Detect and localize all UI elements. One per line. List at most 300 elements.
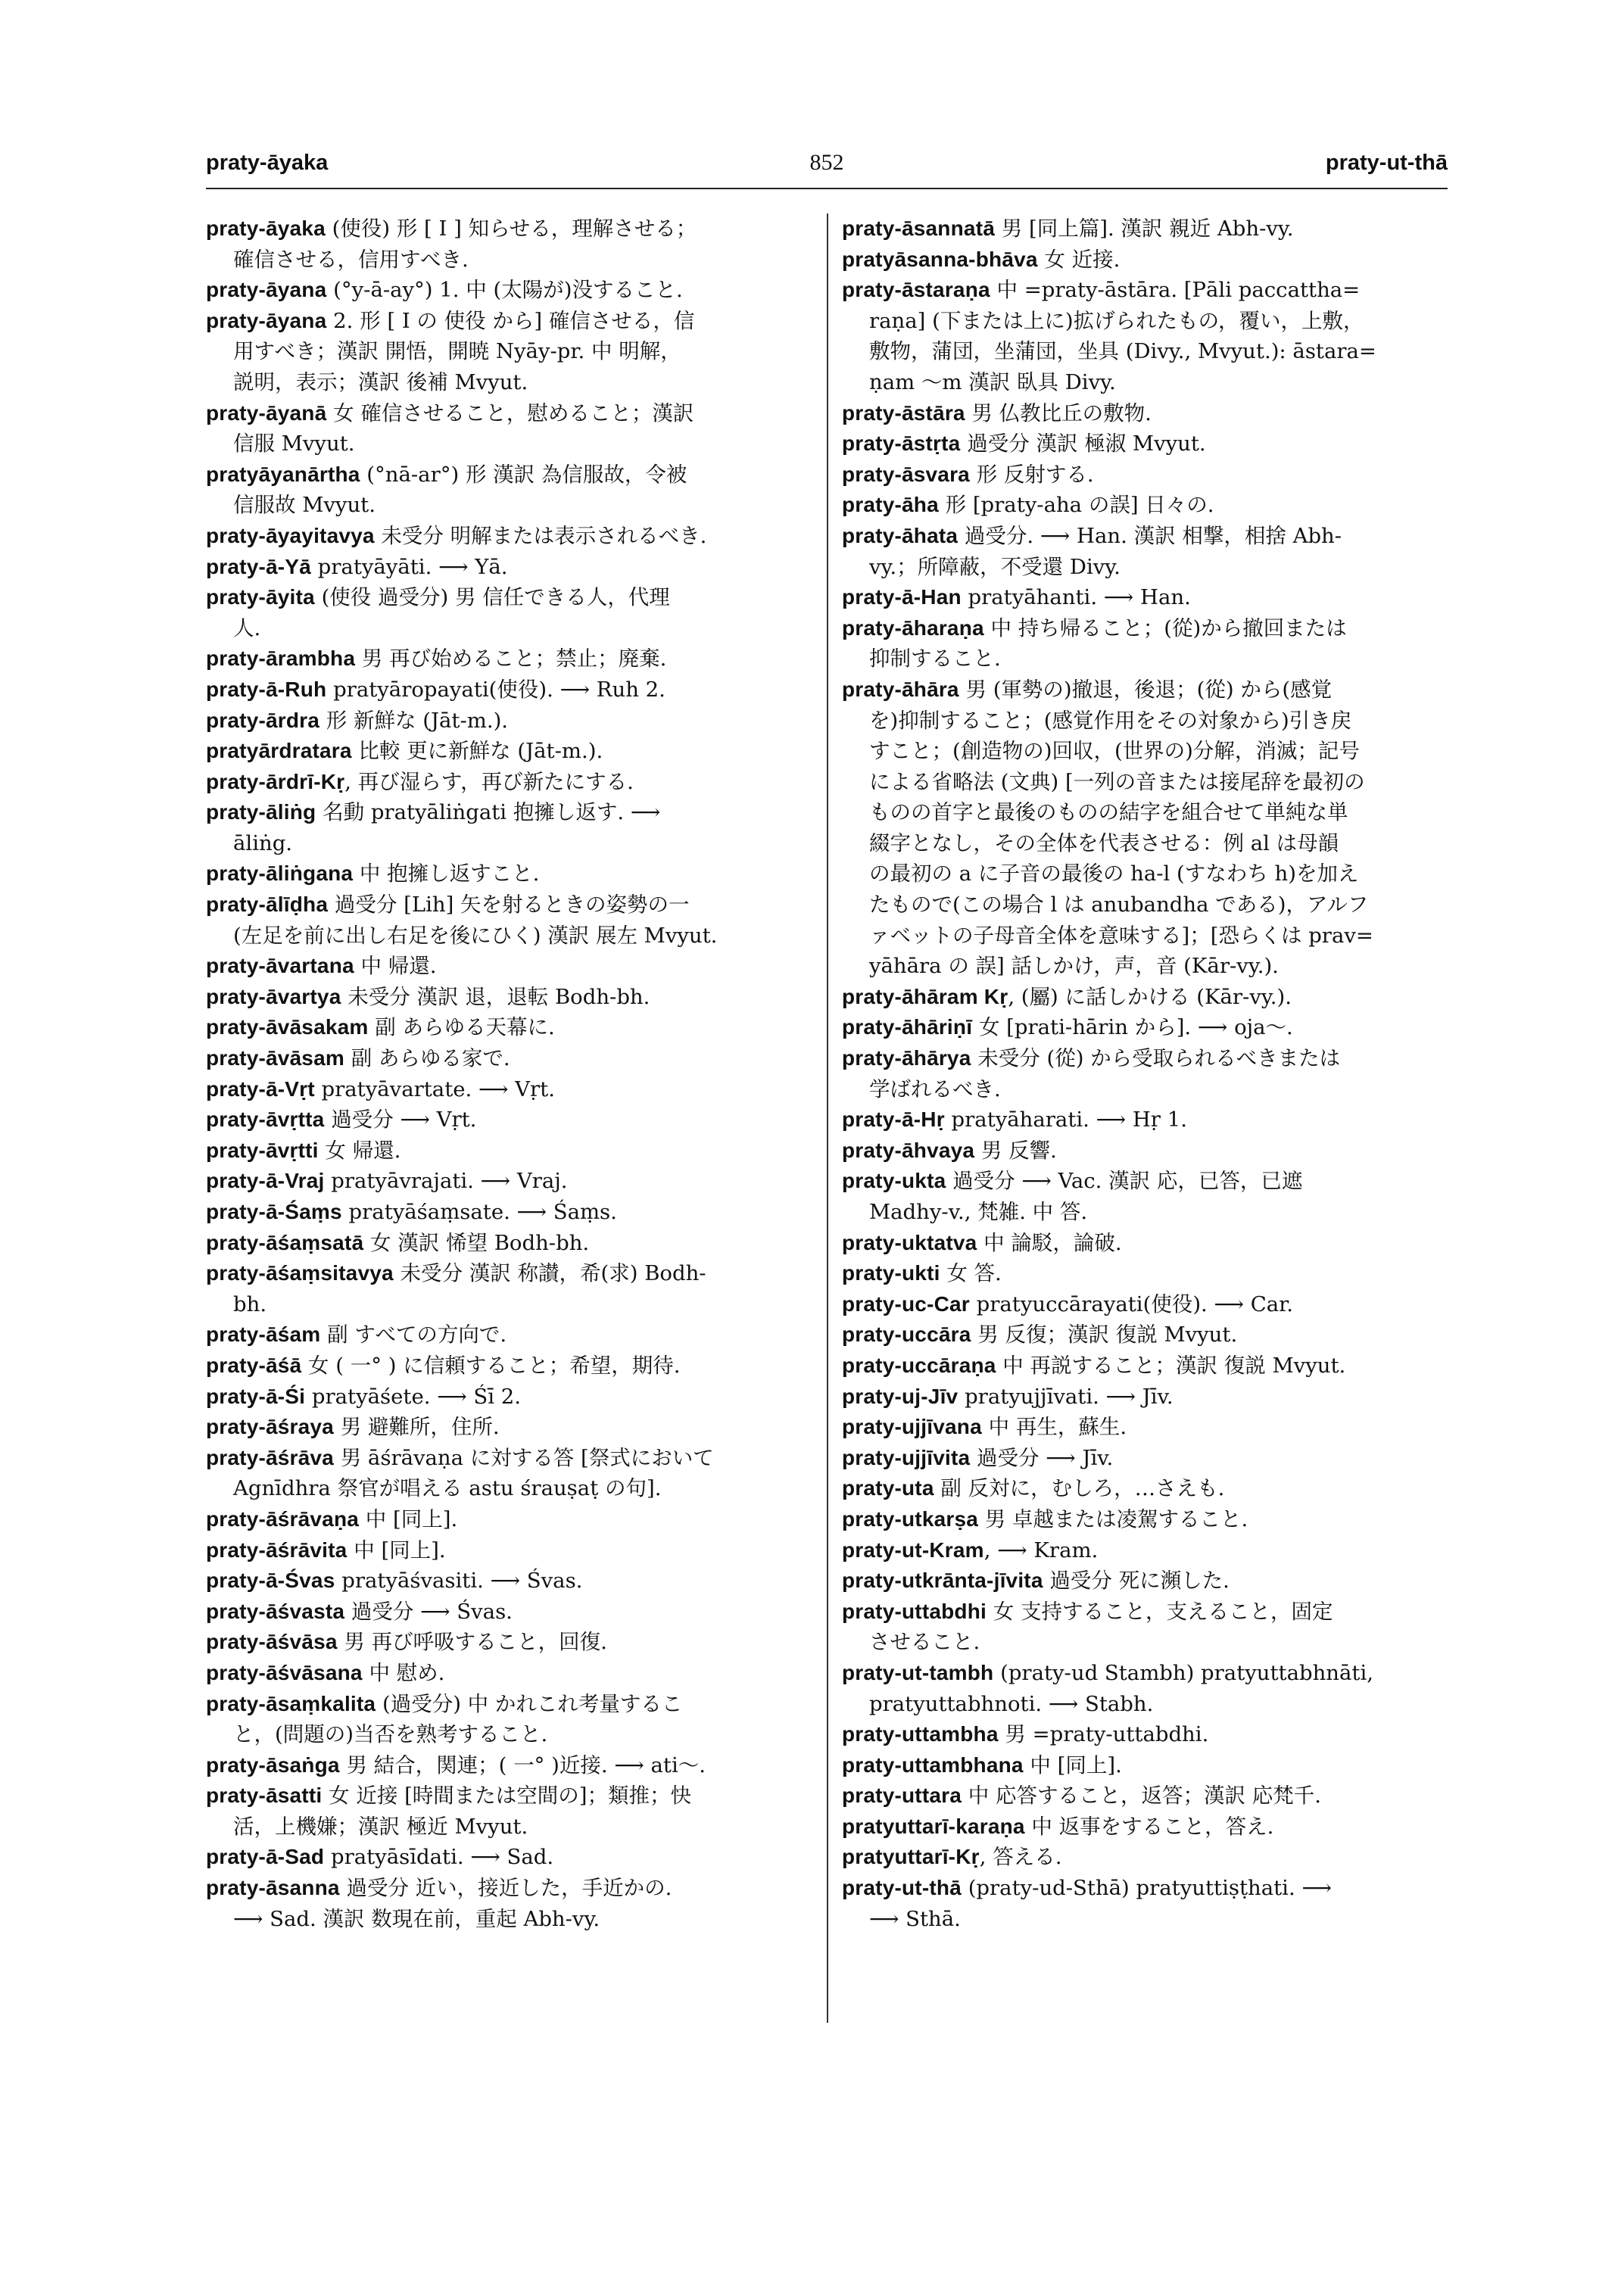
entry-text: , 再び湿らす，再び新たにする. <box>344 769 634 794</box>
dictionary-entry-line <box>842 1104 1448 1136</box>
entry-headword: praty-āśrāvita <box>206 1537 348 1562</box>
entry-text: 信服 Mvyut. <box>233 431 355 456</box>
entry-text: 過受分. ⟶ Han. 漢訳 相撃，相捨 Abh- <box>958 523 1342 548</box>
entry-headword: praty-āhāram Kṛ <box>842 984 1008 1008</box>
entry-text: (左足を前に出し右足を後にひく) 漢訳 展左 Mvyut. <box>233 923 718 948</box>
entry-headword: praty-āhvaya <box>842 1138 975 1162</box>
entry-text: 男 (軍勢の)撤退，後退；(從) から(感覚 <box>959 677 1333 702</box>
dictionary-continuation-line <box>206 828 812 859</box>
entry-headword: praty-āsannatā <box>842 217 995 240</box>
dictionary-continuation-line <box>842 306 1448 337</box>
dictionary-entry-line <box>206 1658 812 1689</box>
dictionary-entry-line <box>842 398 1448 429</box>
entry-headword: praty-āyaka <box>206 217 326 240</box>
entry-text: 中 持ち帰ること；(從)から撤回または <box>983 615 1347 640</box>
entry-text: 名動 pratyāliṅgati 抱擁し返す. ⟶ <box>316 800 661 825</box>
dictionary-continuation-line <box>206 245 812 276</box>
entry-headword: praty-ā-Śvas <box>206 1569 335 1593</box>
entry-headword: praty-ut-thā <box>842 1876 962 1900</box>
entry-headword: praty-ā-Vṛt <box>206 1076 315 1101</box>
dictionary-entry-line <box>206 1136 812 1167</box>
dictionary-entry-line <box>206 398 812 429</box>
entry-headword: praty-āha <box>842 493 939 517</box>
dictionary-entry-line <box>206 1043 812 1074</box>
dictionary-entry-line <box>206 1197 812 1228</box>
dictionary-entry-line <box>206 1012 812 1043</box>
entry-text: 男 再び呼吸すること，回復. <box>337 1630 607 1655</box>
dictionary-entry-line <box>206 1382 812 1413</box>
dictionary-continuation-line <box>206 1719 812 1750</box>
dictionary-entry-line <box>842 1043 1448 1074</box>
entry-headword: praty-āvṛtta <box>206 1108 325 1132</box>
entry-text: pratyāśete. ⟶ Śī 2. <box>305 1384 521 1409</box>
entry-text: 男 再び始めること；禁止；廃棄. <box>355 646 667 671</box>
entry-headword: praty-āsatti <box>206 1784 323 1808</box>
entry-headword: praty-āharaṇa <box>842 615 984 640</box>
entry-text: vy.；所障蔽，不受還 Divy. <box>869 554 1121 579</box>
entry-text: 女 答. <box>940 1261 1002 1286</box>
entry-text: 女 近接 [時間または空間の]；類推；快 <box>322 1784 692 1809</box>
entry-text: ṇam ～m 漢訳 臥具 Divy. <box>869 369 1116 394</box>
dictionary-continuation-line <box>206 1812 812 1843</box>
header-rule <box>206 188 1448 189</box>
entry-text: 男 反響. <box>974 1138 1057 1163</box>
dictionary-entry-line <box>206 767 812 798</box>
entry-text: 未受分 漢訳 退，退転 Bodh-bh. <box>341 984 650 1009</box>
dictionary-entry-line <box>206 213 812 245</box>
entry-text: 過受分 近い，接近した，手近かの. <box>339 1876 672 1901</box>
entry-text: Agnīdhra 祭官が唱える astu śrauṣaṭ の句]. <box>233 1476 662 1501</box>
dictionary-entry-line <box>842 1781 1448 1812</box>
entry-text: 確信させる，信用すべき. <box>233 247 469 272</box>
dictionary-entry-line <box>206 306 812 337</box>
entry-headword: praty-ā-Śi <box>206 1384 306 1408</box>
entry-text: , 答える. <box>979 1845 1062 1870</box>
entry-headword: praty-āhata <box>842 523 959 547</box>
entry-text: 中 返事をすること，答え. <box>1024 1814 1274 1839</box>
entry-text: Madhy-v., 梵雑. 中 答. <box>869 1200 1088 1224</box>
dictionary-entry-line <box>206 1412 812 1443</box>
dictionary-continuation-line <box>842 797 1448 828</box>
dictionary-entry-line <box>842 1750 1448 1781</box>
entry-text: 中 [同上]. <box>1023 1752 1122 1777</box>
dictionary-entry-line <box>842 1136 1448 1167</box>
dictionary-entry-line <box>206 1351 812 1382</box>
dictionary-entry-line <box>206 675 812 706</box>
entry-headword: praty-ujjīvita <box>842 1445 971 1469</box>
dictionary-entry-line <box>206 1504 812 1535</box>
entry-headword: praty-āsaṅga <box>206 1752 340 1777</box>
entry-headword: praty-āstaraṇa <box>842 278 990 302</box>
dictionary-entry-line <box>842 1412 1448 1443</box>
entry-text: pratyuttabhnoti. ⟶ Stabh. <box>869 1691 1154 1716</box>
entry-text: 未受分 (從) から受取られるべきまたは <box>971 1046 1341 1071</box>
entry-text: (praty-ud-Sthā) pratyuttiṣṭhati. ⟶ <box>961 1876 1332 1901</box>
entry-headword: praty-ālīḍha <box>206 893 329 917</box>
entry-text: (使役 過受分) 男 信任できる人，代理 <box>314 585 670 610</box>
dictionary-entry-line <box>842 490 1448 521</box>
entry-text: 形 [praty-aha の誤] 日々の. <box>938 493 1214 518</box>
entry-headword: pratyāyanārtha <box>206 462 360 486</box>
entry-text: を)抑制すること；(感覚作用をその対象から)引き戻 <box>869 708 1352 733</box>
entry-text: 綴字となし，その全体を代表させる：例 al は母韻 <box>869 830 1339 855</box>
dictionary-entry-line <box>206 1443 812 1474</box>
entry-text: (°nā-ar°) 形 漢訳 為信服故，令被 <box>360 462 687 487</box>
entry-text: 過受分 [Lih] 矢を射るときの姿勢の一 <box>328 893 690 918</box>
entry-headword: praty-uktatva <box>842 1230 977 1254</box>
left-column <box>206 213 812 1934</box>
running-header <box>206 144 1448 182</box>
entry-text: 中 [同上]. <box>359 1506 458 1531</box>
entry-text: 中 抱擁し返すこと. <box>353 861 540 886</box>
dictionary-entry-line <box>842 1812 1448 1843</box>
dictionary-entry-line <box>842 1597 1448 1628</box>
dictionary-continuation-line <box>842 1904 1448 1935</box>
entry-headword: praty-ukta <box>842 1169 946 1193</box>
entry-headword: praty-āvartya <box>206 984 341 1008</box>
entry-text: 中 再説すること；漢訳 復説 Mvyut. <box>996 1353 1346 1378</box>
entry-headword: praty-āvartana <box>206 954 354 978</box>
dictionary-entry-line <box>206 1750 812 1781</box>
dictionary-entry-line <box>206 1597 812 1628</box>
dictionary-entry-line <box>206 797 812 828</box>
dictionary-entry-line <box>842 1473 1448 1504</box>
entry-text: たもので(この場合 l は anubandha である)，アルフ <box>869 893 1369 918</box>
entry-text: 女 支持すること，支えること，固定 <box>987 1599 1333 1624</box>
entry-text: 男 結合，関連；( 一° )近接. ⟶ ati～. <box>339 1752 706 1777</box>
dictionary-entry-line <box>206 951 812 982</box>
dictionary-entry-line <box>842 1443 1448 1474</box>
entry-text: 過受分 死に瀕した. <box>1043 1569 1230 1594</box>
entry-headword: praty-uta <box>842 1476 934 1500</box>
dictionary-continuation-line <box>842 336 1448 367</box>
dictionary-continuation-line <box>842 1197 1448 1228</box>
entry-text: 中 論駁，論破. <box>977 1230 1122 1255</box>
entry-text: 中 帰還. <box>354 954 437 979</box>
dictionary-entry-line <box>842 675 1448 706</box>
dictionary-continuation-line <box>842 858 1448 889</box>
dictionary-entry-line <box>842 1504 1448 1535</box>
entry-text: 未受分 漢訳 称讃，希(求) Bodh- <box>393 1261 706 1286</box>
dictionary-entry-line <box>206 1258 812 1289</box>
dictionary-entry-line <box>842 1166 1448 1197</box>
entry-text: ⟶ Sad. 漢訳 数現在前，重起 Abh-vy. <box>233 1906 600 1931</box>
dictionary-entry-line <box>206 1074 812 1105</box>
dictionary-continuation-line <box>842 736 1448 767</box>
dictionary-continuation-line <box>842 921 1448 952</box>
dictionary-entry-line <box>206 858 812 889</box>
entry-headword: praty-āyita <box>206 585 315 609</box>
entry-text: yāhāra の 誤] 話しかけ，声，音 (Kār-vy.). <box>869 954 1279 979</box>
dictionary-entry-line <box>206 1842 812 1873</box>
entry-text: と，(問題の)当否を熟考すること. <box>233 1722 548 1747</box>
entry-text: pratyujjīvati. ⟶ Jīv. <box>958 1384 1174 1409</box>
entry-text: 女 [prati-hārin から]. ⟶ oja～. <box>972 1015 1293 1040</box>
entry-text: , ⟶ Kram. <box>983 1537 1099 1562</box>
dictionary-entry-line <box>206 889 812 921</box>
page-number: 852 <box>809 150 844 175</box>
entry-headword: pratyāsanna-bhāva <box>842 247 1038 271</box>
entry-headword: praty-āliṅgana <box>206 861 354 886</box>
entry-headword: praty-ā-Sad <box>206 1845 325 1869</box>
column-divider <box>827 213 828 2023</box>
entry-headword: praty-ā-Śaṃs <box>206 1200 342 1223</box>
entry-text: 活，上機嫌；漢訳 極近 Mvyut. <box>233 1814 528 1839</box>
entry-headword: praty-āstṛta <box>842 431 961 456</box>
entry-text: 比較 更に新鮮な (Jāt-m.). <box>351 739 603 764</box>
entry-text: 中 [同上]. <box>347 1537 446 1562</box>
dictionary-entry-line <box>206 582 812 613</box>
entry-text: 用すべき；漢訳 開悟，開暁 Nyāy-pr. 中 明解， <box>233 339 681 364</box>
entry-text: 副 あらゆる家で. <box>344 1046 510 1071</box>
entry-headword: praty-ā-Ruh <box>206 677 327 701</box>
entry-text: 中 =praty-āstāra. [Pāli paccattha= <box>990 278 1361 303</box>
entry-text: (praty-ud Stambh) pratyuttabhnāti, <box>993 1660 1374 1685</box>
dictionary-continuation-line <box>206 336 812 367</box>
dictionary-entry-line <box>842 1228 1448 1259</box>
dictionary-continuation-line <box>842 1074 1448 1105</box>
entry-headword: praty-uccāra <box>842 1323 971 1347</box>
entry-text: 過受分 ⟶ Vṛt. <box>324 1108 477 1132</box>
dictionary-continuation-line <box>206 613 812 644</box>
entry-text: pratyāhanti. ⟶ Han. <box>961 585 1191 610</box>
entry-headword: praty-āvāsam <box>206 1046 344 1070</box>
entry-headword: praty-āśvasta <box>206 1599 345 1623</box>
entry-headword: praty-āvāsakam <box>206 1015 369 1039</box>
entry-text: 中 慰め. <box>362 1660 445 1685</box>
dictionary-continuation-line <box>842 889 1448 921</box>
entry-text: pratyāsīdati. ⟶ Sad. <box>324 1845 554 1870</box>
entry-text: 女 近接. <box>1037 247 1121 272</box>
entry-text: āliṅg. <box>233 830 293 855</box>
dictionary-entry-line <box>206 1689 812 1720</box>
entry-headword: praty-uj-Jīv <box>842 1384 959 1408</box>
dictionary-entry-line <box>206 1104 812 1136</box>
entry-text: させること. <box>869 1630 980 1655</box>
entry-headword: praty-āśrāvaṇa <box>206 1506 360 1531</box>
dictionary-entry-line <box>206 1873 812 1904</box>
entry-text: pratyāyāti. ⟶ Yā. <box>310 554 508 579</box>
entry-headword: praty-āstāra <box>842 400 965 425</box>
right-column <box>842 213 1448 1934</box>
entry-text: すこと；(創造物の)回収，(世界の)分解，消滅；記号 <box>869 739 1360 764</box>
entry-text: 形 反射する. <box>969 462 1094 487</box>
dictionary-entry-line <box>842 275 1448 306</box>
dictionary-continuation-line <box>842 828 1448 859</box>
dictionary-entry-line <box>842 1289 1448 1320</box>
dictionary-entry-line <box>206 521 812 552</box>
entry-headword: praty-āyana <box>206 278 327 302</box>
dictionary-entry-line <box>206 1166 812 1197</box>
dictionary-entry-line <box>206 1319 812 1351</box>
header-left-guideword: praty-āyaka <box>206 150 329 175</box>
dictionary-entry-line <box>206 982 812 1013</box>
dictionary-continuation-line <box>842 1627 1448 1658</box>
entry-headword: praty-āśrāva <box>206 1445 334 1469</box>
entry-text: 男 卓越または凌駕すること. <box>978 1506 1248 1531</box>
entry-text: 女 帰還. <box>318 1138 401 1163</box>
entry-text: 副 反対に，むしろ，…さえも. <box>934 1476 1225 1501</box>
dictionary-entry-line <box>206 706 812 737</box>
entry-text: 男 =praty-uttabdhi. <box>998 1722 1209 1747</box>
entry-headword: praty-āhārya <box>842 1046 971 1070</box>
entry-headword: praty-ut-tambh <box>842 1660 994 1684</box>
entry-text: pratyāvrajati. ⟶ Vraj. <box>324 1169 568 1194</box>
dictionary-continuation-line <box>842 552 1448 583</box>
entry-headword: praty-āśaṃsatā <box>206 1230 364 1254</box>
dictionary-continuation-line <box>206 490 812 521</box>
entry-text: , (屬) に話しかける (Kār-vy.). <box>1008 984 1292 1009</box>
entry-text: 中 応答すること，返答；漢訳 応梵千. <box>962 1784 1321 1809</box>
entry-text: 過受分 ⟶ Śvas. <box>344 1599 513 1624</box>
dictionary-entry-line <box>842 613 1448 644</box>
entry-headword: praty-āsaṃkalita <box>206 1691 376 1715</box>
entry-headword: praty-āśvāsana <box>206 1660 363 1684</box>
entry-headword: praty-utkarṣa <box>842 1506 979 1531</box>
entry-headword: praty-ārdrī-Kṛ <box>206 769 345 793</box>
entry-text: 抑制すること. <box>869 646 1001 671</box>
entry-text: 男 āśrāvaṇa に対する答 [祭式において <box>333 1445 714 1470</box>
dictionary-entry-line <box>206 736 812 767</box>
dictionary-entry-line <box>842 582 1448 613</box>
entry-text: 副 すべての方向で. <box>320 1323 507 1347</box>
dictionary-continuation-line <box>206 1904 812 1935</box>
entry-text: 中 再生，蘇生. <box>981 1415 1127 1440</box>
entry-headword: praty-ukti <box>842 1261 940 1285</box>
dictionary-entry-line <box>206 1228 812 1259</box>
entry-headword: praty-uttabdhi <box>842 1599 987 1623</box>
entry-headword: praty-uttambhana <box>842 1752 1024 1777</box>
entry-headword: praty-uttambha <box>842 1722 999 1746</box>
entry-text: (使役) 形 [ I ] 知らせる，理解させる； <box>325 217 697 241</box>
entry-text: 過受分 ⟶ Jīv. <box>970 1445 1114 1470</box>
entry-text: bh. <box>233 1291 267 1316</box>
entry-text: 2. 形 [ I の 使役 から] 確信させる，信 <box>326 308 695 333</box>
dictionary-continuation-line <box>842 951 1448 982</box>
dictionary-continuation-line <box>206 1473 812 1504</box>
dictionary-continuation-line <box>206 1289 812 1320</box>
entry-text: 男 避難所，住所. <box>333 1415 500 1440</box>
entry-headword: pratyārdratara <box>206 739 352 763</box>
entry-text: (°y-ā-ay°) 1. 中 (太陽が)没すること. <box>326 278 683 303</box>
entry-text: 男 [同上篇]. 漢訳 親近 Abh-vy. <box>995 217 1294 241</box>
entry-text: pratyāropayati(使役). ⟶ Ruh 2. <box>326 677 665 702</box>
entry-text: 信服故 Mvyut. <box>233 493 376 518</box>
entry-headword: praty-āhāriṇī <box>842 1015 973 1039</box>
entry-text: による省略法 (文典) [一列の音または接尾辞を最初の <box>869 769 1365 794</box>
dictionary-entry-line <box>206 1781 812 1812</box>
dictionary-entry-line <box>842 1535 1448 1566</box>
entry-headword: praty-āyayitavya <box>206 523 375 547</box>
dictionary-entry-line <box>842 1012 1448 1043</box>
entry-headword: praty-āśam <box>206 1323 321 1347</box>
entry-text: ⟶ Sthā. <box>869 1906 961 1931</box>
entry-text: 女 確信させること，慰めること；漢訳 <box>326 400 694 425</box>
dictionary-continuation-line <box>842 706 1448 737</box>
entry-text: pratyāśaṃsate. ⟶ Śaṃs. <box>341 1200 617 1224</box>
dictionary-continuation-line <box>206 428 812 460</box>
dictionary-entry-line <box>842 1658 1448 1689</box>
dictionary-entry-line <box>842 245 1448 276</box>
entry-headword: pratyuttarī-Kṛ <box>842 1845 980 1869</box>
entry-headword: praty-uccāraṇa <box>842 1353 996 1377</box>
entry-text: pratyāvartate. ⟶ Vṛt. <box>314 1076 555 1101</box>
entry-headword: praty-āsvara <box>842 462 970 486</box>
dictionary-continuation-line <box>842 767 1448 798</box>
dictionary-entry-line <box>842 1842 1448 1873</box>
entry-headword: praty-āyanā <box>206 400 327 425</box>
entry-text: ものの首字と最後のものの結字を組合せて単純な単 <box>869 800 1348 825</box>
entry-text: 男 反復；漢訳 復説 Mvyut. <box>971 1323 1238 1347</box>
entry-text: 女 ( 一° ) に信頼すること；希望，期待. <box>301 1353 681 1378</box>
entry-text: 過受分 漢訳 極淑 Mvyut. <box>960 431 1206 456</box>
entry-headword: praty-ā-Han <box>842 585 962 609</box>
dictionary-continuation-line <box>842 643 1448 675</box>
entry-headword: praty-ā-Hṛ <box>842 1108 945 1132</box>
entry-headword: praty-ā-Yā <box>206 554 311 578</box>
dictionary-entry-line <box>842 1719 1448 1750</box>
entry-headword: pratyuttarī-karaṇa <box>842 1814 1025 1838</box>
entry-headword: praty-āsanna <box>206 1876 340 1900</box>
entry-headword: praty-ārdra <box>206 708 320 732</box>
entry-headword: praty-ut-Kram <box>842 1537 984 1562</box>
entry-headword: praty-āśā <box>206 1353 302 1377</box>
entry-headword: praty-ujjīvana <box>842 1415 982 1439</box>
entry-text: 人. <box>233 615 261 640</box>
entry-text: ァベットの子母音全体を意味する]；[恐らくは prav= <box>869 923 1373 948</box>
dictionary-entry-line <box>206 460 812 491</box>
entry-text: 過受分 ⟶ Vac. 漢訳 応，已答，已遮 <box>946 1169 1303 1194</box>
entry-headword: praty-uc-Car <box>842 1291 970 1316</box>
dictionary-continuation-line <box>206 921 812 952</box>
entry-headword: praty-āyana <box>206 308 327 332</box>
entry-headword: praty-ārambha <box>206 646 356 671</box>
entry-text: 副 あらゆる天幕に. <box>368 1015 555 1040</box>
dictionary-entry-line <box>842 1319 1448 1351</box>
entry-headword: praty-āvṛtti <box>206 1138 319 1162</box>
header-right-guideword: praty-ut-thā <box>1325 150 1448 175</box>
entry-text: 説明，表示；漢訳 後補 Mvyut. <box>233 369 528 394</box>
entry-text: pratyāśvasiti. ⟶ Śvas. <box>335 1569 583 1594</box>
dictionary-entry-line <box>206 1535 812 1566</box>
dictionary-continuation-line <box>206 367 812 398</box>
dictionary-entry-line <box>842 521 1448 552</box>
dictionary-entry-line <box>842 982 1448 1013</box>
dictionary-entry-line <box>206 275 812 306</box>
dictionary-entry-line <box>842 1873 1448 1904</box>
entry-headword: praty-uttara <box>842 1784 962 1808</box>
entry-text: pratyāharati. ⟶ Hṛ 1. <box>944 1108 1187 1132</box>
entry-text: 男 仏教比丘の敷物. <box>965 400 1152 425</box>
entry-text: 未受分 明解または表示されるべき. <box>374 523 707 548</box>
entry-text: 敷物，蒲団，坐蒲団，坐具 (Divy., Mvyut.): āstara= <box>869 339 1376 364</box>
dictionary-entry-line <box>842 1351 1448 1382</box>
entry-headword: praty-ā-Vraj <box>206 1169 325 1193</box>
entry-headword: praty-āśaṃsitavya <box>206 1261 394 1285</box>
dictionary-entry-line <box>842 1258 1448 1289</box>
dictionary-entry-line <box>206 1566 812 1597</box>
entry-headword: praty-utkrānta-jīvita <box>842 1569 1043 1593</box>
dictionary-entry-line <box>206 552 812 583</box>
entry-headword: praty-āśvāsa <box>206 1630 338 1654</box>
entry-text: pratyuccārayati(使役). ⟶ Car. <box>969 1291 1293 1316</box>
dictionary-entry-line <box>206 643 812 675</box>
dictionary-continuation-line <box>842 1689 1448 1720</box>
dictionary-entry-line <box>842 1566 1448 1597</box>
entry-text: (過受分) 中 かれこれ考量するこ <box>376 1691 683 1716</box>
entry-headword: praty-āliṅg <box>206 800 316 824</box>
dictionary-continuation-line <box>842 367 1448 398</box>
